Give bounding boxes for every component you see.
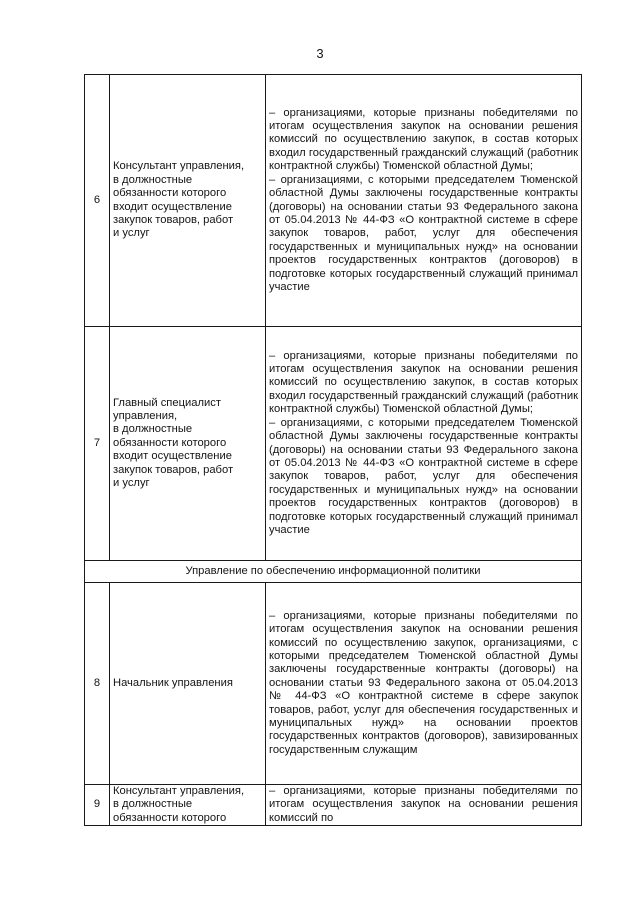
organizations-text [266, 583, 582, 785]
organizations-text [266, 785, 582, 826]
organizations-text [266, 327, 582, 561]
position-title: Консультант управления, в должностные обязанности которого входит осуществление закупок товаров, работ и услуг [110, 75, 266, 327]
position-title: Главный специалист управления, в должностные обязанности которого входит осуществление закупок товаров, работ и услуг [110, 327, 266, 561]
paragraph: – организациями, которые признаны победителями по итогам осуществления закупок на основании решения комиссий по осуществлению закупок, в состав которых входил государственный гражданский служащий (работник контрактной службы) Тюменской областной Думы; [269, 106, 578, 173]
table-row [85, 583, 582, 785]
paragraph: – организациями, с которыми председателем Тюменской областной Думы заключены государственные контракты (договоры) на основании статьи 93 Федерального закона от 05.04.2013 № 44-ФЗ «О контрактной системе в сфере закупок товаров, работ, услуг для обеспечения государственных и муниципальных нужд» на основании проектов государственных контрактов (договоров) в подготовке которых государственный служащий принимал участие [269, 173, 578, 293]
positions-table [84, 74, 582, 826]
table-row [85, 785, 582, 826]
row-number: 7 [85, 327, 110, 561]
table-row [85, 75, 582, 327]
position-title: Начальник управления [110, 583, 266, 785]
table-row [85, 327, 582, 561]
paragraph: – организациями, которые признаны победителями по итогам осуществления закупок на основании решения комиссий по осуществлению закупок, организациями, с которыми председателем Тюменской областной Думы заключены государственные контракты (договоры) на основании статьи 93 Федерального закона от 05.04.2013 № 44-ФЗ «О контрактной системе в сфере закупок товаров, работ, услуг для обеспечения государственных и муниципальных нужд» на основании проектов государственных контрактов (договоров), завизированных государственным служащим [269, 609, 578, 756]
row-number: 6 [85, 75, 110, 327]
page-number: 3 [316, 46, 324, 61]
paragraph: – организациями, которые признаны победителями по итогам осуществления закупок на основании решения комиссий по осуществлению закупок, в состав которых входил государственный гражданский служащий (работник контрактной службы) Тюменской областной Думы; [269, 349, 578, 416]
section-heading: Управление по обеспечению информационной политики [85, 561, 582, 583]
paragraph: – организациями, которые признаны победителями по итогам осуществления закупок на основании решения комиссий по [269, 785, 578, 824]
organizations-text [266, 75, 582, 327]
section-row [85, 561, 582, 583]
paragraph: – организациями, с которыми председателем Тюменской областной Думы заключены государственные контракты (договоры) на основании статьи 93 Федерального закона от 05.04.2013 № 44-ФЗ «О контрактной системе в сфере закупок товаров, работ, услуг для обеспечения государственных и муниципальных нужд» на основании проектов государственных контрактов (договоров) в подготовке которых государственный служащий принимал участие [269, 416, 578, 536]
position-title: Консультант управления, в должностные обязанности которого [110, 785, 266, 826]
row-number: 9 [85, 785, 110, 826]
row-number: 8 [85, 583, 110, 785]
